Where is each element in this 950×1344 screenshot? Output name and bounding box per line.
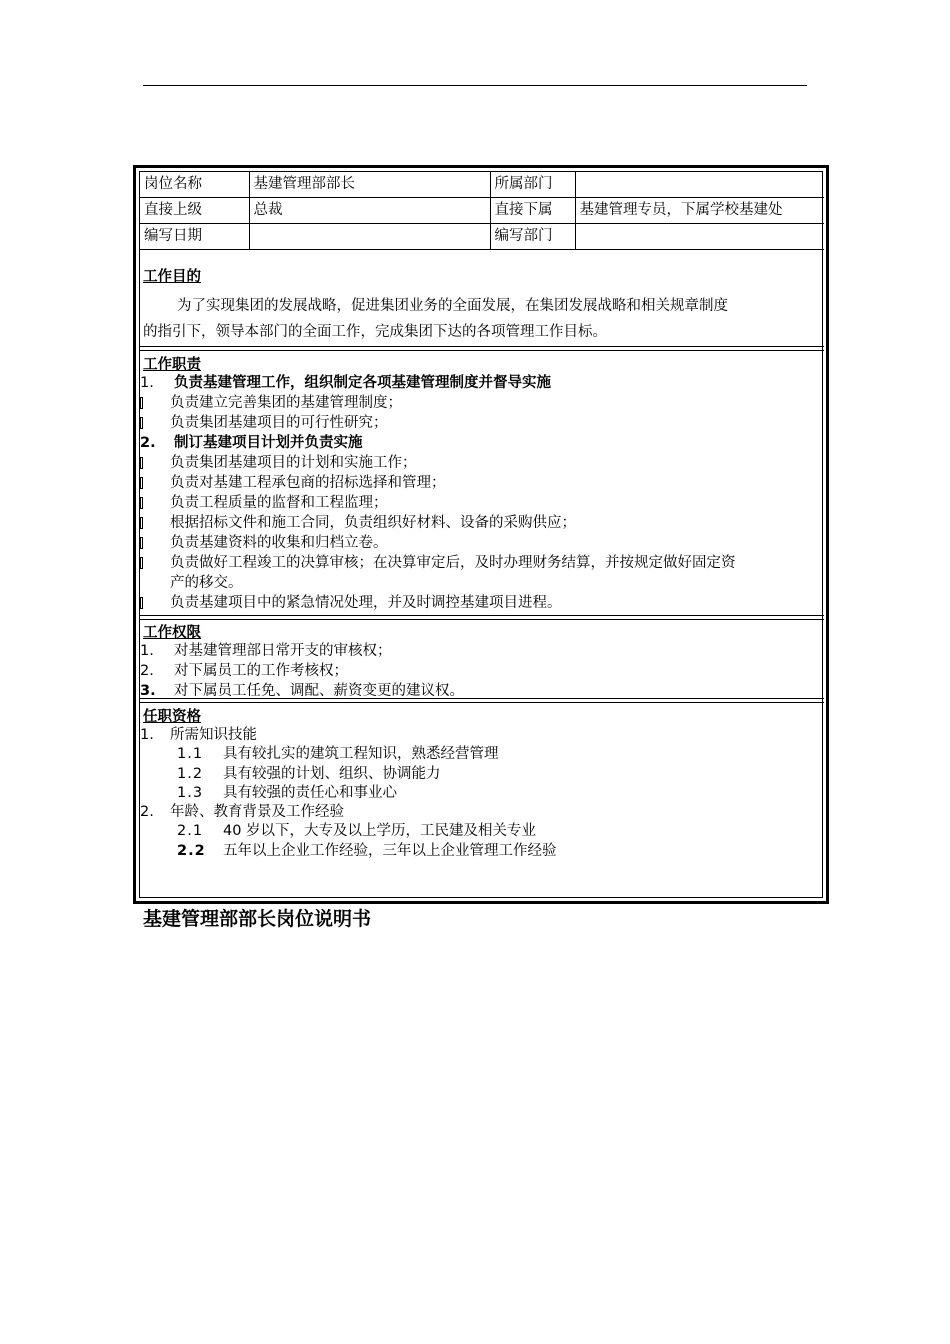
qualification-item — [177, 783, 397, 803]
authority-item — [140, 661, 348, 681]
job-description-inner — [139, 171, 823, 898]
qualification-group-2-num: 2. — [140, 804, 154, 820]
duty-group-1-num: 1. — [140, 375, 154, 391]
label-direct-superior: 直接上级 — [140, 198, 249, 224]
header-rule — [143, 85, 807, 86]
qualification-item — [177, 821, 536, 841]
qualification-item-text: 40 岁以下，大专及以上学历，工民建及相关专业 — [223, 823, 537, 839]
info-row — [140, 224, 824, 250]
section-divider — [140, 615, 824, 620]
qualification-group-1-text: 所需知识技能 — [170, 727, 257, 743]
section-divider — [140, 698, 824, 703]
qualification-group-1 — [140, 725, 257, 745]
section-divider — [140, 346, 824, 351]
bullet-icon — [140, 417, 143, 429]
label-written-department: 编写部门 — [490, 224, 575, 250]
info-row — [140, 172, 824, 198]
authority-title: 工作权限 — [143, 625, 201, 641]
authority-item-num: 2. — [140, 663, 154, 679]
qualification-group-2 — [140, 802, 344, 822]
purpose-title: 工作目的 — [143, 269, 201, 285]
purpose-line-2: 的指引下，领导本部门的全面工作，完成集团下达的各项管理工作目标。 — [143, 324, 607, 340]
bullet-icon — [140, 537, 143, 549]
duties-title: 工作职责 — [143, 357, 201, 373]
duty-item: 负责集团基建项目的可行性研究； — [170, 415, 388, 431]
duty-item: 负责做好工程竣工的决算审核；在决算审定后，及时办理财务结算，并按规定做好固定资 — [170, 555, 736, 571]
info-table — [140, 172, 824, 250]
bullet-icon — [140, 597, 143, 609]
qualification-item — [177, 764, 441, 784]
qualification-item — [177, 744, 499, 764]
qualification-item — [177, 841, 557, 861]
label-written-date: 编写日期 — [140, 224, 249, 250]
label-position-name: 岗位名称 — [140, 172, 249, 198]
bullet-icon — [140, 557, 143, 569]
value-direct-subordinate: 基建管理专员，下属学校基建处 — [575, 198, 824, 224]
authority-item — [140, 641, 392, 661]
qualification-group-2-text: 年龄、教育背景及工作经验 — [170, 804, 344, 820]
duty-item: 负责集团基建项目的计划和实施工作； — [170, 455, 417, 471]
qualification-item-num: 1.3 — [177, 785, 204, 801]
duty-item-continued: 产的移交。 — [170, 575, 243, 591]
bullet-icon — [140, 457, 143, 469]
qualification-item-text: 具有较强的计划、组织、协调能力 — [223, 766, 441, 782]
duty-item: 负责基建资料的收集和归档立卷。 — [170, 535, 388, 551]
duty-item: 根据招标文件和施工合同，负责组织好材料、设备的采购供应； — [170, 515, 576, 531]
document-title: 基建管理部部长岗位说明书 — [143, 908, 372, 930]
duty-group-1-heading: 负责基建管理工作，组织制定各项基建管理制度并督导实施 — [174, 375, 551, 391]
info-row — [140, 198, 824, 224]
duty-group-2 — [140, 433, 363, 453]
authority-item-text: 对基建管理部日常开支的审核权； — [174, 643, 392, 659]
duty-group-2-num: 2. — [140, 435, 156, 451]
authority-item-num: 3. — [140, 683, 156, 699]
authority-item-text: 对下属员工任免、调配、薪资变更的建议权。 — [174, 683, 464, 699]
qualification-item-num: 1.1 — [177, 746, 204, 762]
bullet-icon — [140, 477, 143, 489]
duty-item: 负责基建项目中的紧急情况处理，并及时调控基建项目进程。 — [170, 595, 562, 611]
bullet-icon — [140, 397, 143, 409]
bullet-icon — [140, 497, 143, 509]
purpose-line-1: 为了实现集团的发展战略，促进集团业务的全面发展，在集团发展战略和相关规章制度 — [177, 298, 728, 314]
label-department: 所属部门 — [490, 172, 575, 198]
label-direct-subordinate: 直接下属 — [490, 198, 575, 224]
authority-item-num: 1. — [140, 643, 154, 659]
bullet-icon — [140, 517, 143, 529]
value-direct-superior: 总裁 — [249, 198, 490, 224]
qualification-title: 任职资格 — [143, 709, 201, 725]
duty-item: 负责建立完善集团的基建管理制度； — [170, 395, 402, 411]
qualification-group-1-num: 1. — [140, 727, 154, 743]
qualification-item-text: 五年以上企业工作经验，三年以上企业管理工作经验 — [223, 843, 557, 859]
duty-group-2-heading: 制订基建项目计划并负责实施 — [174, 435, 363, 451]
qualification-item-num: 2.2 — [177, 843, 206, 859]
value-department — [575, 172, 824, 198]
qualification-item-text: 具有较强的责任心和事业心 — [223, 785, 397, 801]
duty-group-1 — [140, 373, 551, 393]
authority-item-text: 对下属员工的工作考核权； — [174, 663, 348, 679]
duty-item: 负责对基建工程承包商的招标选择和管理； — [170, 475, 446, 491]
duty-item: 负责工程质量的监督和工程监理； — [170, 495, 388, 511]
qualification-item-num: 2.1 — [177, 823, 204, 839]
qualification-item-text: 具有较扎实的建筑工程知识，熟悉经营管理 — [223, 746, 499, 762]
job-description-frame — [133, 165, 829, 904]
qualification-item-num: 1.2 — [177, 766, 204, 782]
value-written-date — [249, 224, 490, 250]
value-written-department — [575, 224, 824, 250]
value-position-name: 基建管理部部长 — [249, 172, 490, 198]
